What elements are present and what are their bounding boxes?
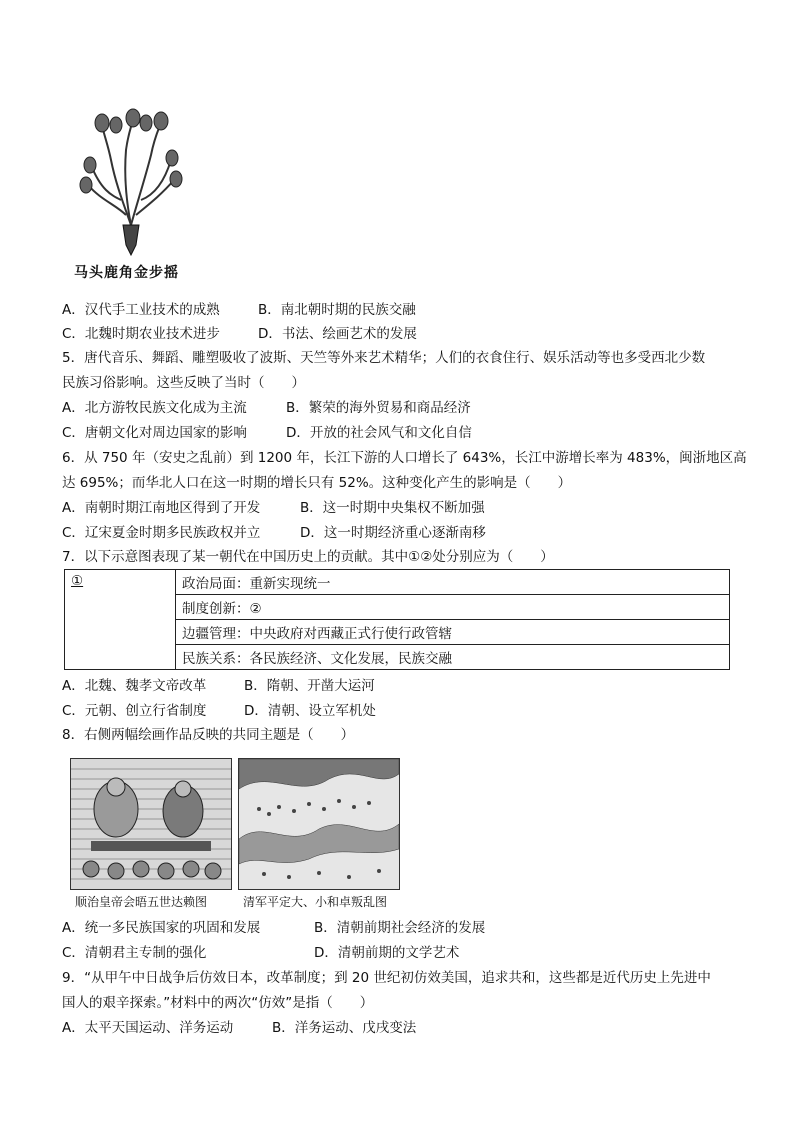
q5-option-c[interactable]: C．唐朝文化对周边国家的影响 xyxy=(62,425,247,441)
q5-option-b[interactable]: B．繁荣的海外贸易和商品经济 xyxy=(286,400,471,416)
painting-image xyxy=(239,759,399,889)
q6-stem-line2: 达 695%；而华北人口在这一时期的增长只有 52%。这种变化产生的影响是（ ） xyxy=(62,475,572,491)
q5-stem-line1: 5．唐代音乐、舞蹈、雕塑吸收了波斯、天竺等外来艺术精华；人们的衣食住行、娱乐活动等也多受西北少数 xyxy=(62,350,706,366)
painting-shunzhi-dalai xyxy=(70,758,232,890)
q5-option-row-2 xyxy=(62,424,472,442)
q6-option-d[interactable]: D．这一时期经济重心逐渐南移 xyxy=(300,525,486,541)
q7-option-d[interactable]: D．清朝、设立军机处 xyxy=(244,703,376,719)
table-row xyxy=(65,570,730,595)
q6-option-row-2 xyxy=(62,524,486,542)
q4-option-row-1 xyxy=(62,301,416,319)
q4-option-b[interactable]: B．南北朝时期的民族交融 xyxy=(258,302,416,318)
q4-option-a[interactable]: A．汉代手工业技术的成熟 xyxy=(62,302,220,318)
q7-table xyxy=(64,569,730,670)
q8-option-c[interactable]: C．清朝君主专制的强化 xyxy=(62,945,207,961)
q9-option-a[interactable]: A．太平天国运动、洋务运动 xyxy=(62,1020,234,1036)
q8-option-d[interactable]: D．清朝前期的文学艺术 xyxy=(314,945,460,961)
q9-stem-line1: 9．“从甲午中日战争后仿效日本，改革制度；到 20 世纪初仿效美国，追求共和，这些都是近代历史上先进中 xyxy=(62,970,711,986)
q5-stem-line2: 民族习俗影响。这些反映了当时（ ） xyxy=(62,375,305,391)
image-caption: 马头鹿角金步摇 xyxy=(74,265,179,281)
headdress-illustration xyxy=(76,105,186,257)
q5-option-d[interactable]: D．开放的社会风气和文化自信 xyxy=(286,425,472,441)
q7-option-row-1 xyxy=(62,677,375,695)
q7-option-c[interactable]: C．元朝、创立行省制度 xyxy=(62,703,207,719)
painting1-caption: 顺治皇帝会晤五世达赖图 xyxy=(75,895,208,909)
table-cell: 民族关系：各民族经济、文化发展，民族交融 xyxy=(176,645,730,670)
q6-option-c[interactable]: C．辽宋夏金时期多民族政权并立 xyxy=(62,525,261,541)
painting-image xyxy=(71,759,231,889)
q7-option-b[interactable]: B．隋朝、开凿大运河 xyxy=(244,678,375,694)
q6-option-a[interactable]: A．南朝时期江南地区得到了开发 xyxy=(62,500,261,516)
painting2-caption: 清军平定大、小和卓叛乱图 xyxy=(243,895,388,909)
q6-option-row-1 xyxy=(62,499,485,517)
q8-option-a[interactable]: A．统一多民族国家的巩固和发展 xyxy=(62,920,261,936)
q7-option-a[interactable]: A．北魏、魏孝文帝改革 xyxy=(62,678,207,694)
q5-option-a[interactable]: A．北方游牧民族文化成为主流 xyxy=(62,400,247,416)
q8-option-row-2 xyxy=(62,944,460,962)
q4-option-c[interactable]: C．北魏时期农业技术进步 xyxy=(62,326,220,342)
q6-stem-line1: 6．从 750 年（安史之乱前）到 1200 年，长江下游的人口增长了 643%，长江中游增长率为 483%，闽浙地区高 xyxy=(62,450,747,466)
table-cell: 政治局面：重新实现统一 xyxy=(176,570,730,595)
q6-option-b[interactable]: B．这一时期中央集权不断加强 xyxy=(300,500,485,516)
table-cell: 制度创新：② xyxy=(176,595,730,620)
q9-option-row-1 xyxy=(62,1019,417,1037)
q7-option-row-2 xyxy=(62,702,376,720)
gold-buyao-image xyxy=(76,105,186,257)
q4-option-d[interactable]: D．书法、绘画艺术的发展 xyxy=(258,326,417,342)
q4-option-row-2 xyxy=(62,325,417,343)
table-cell: 边疆管理：中央政府对西藏正式行使行政管辖 xyxy=(176,620,730,645)
q9-stem-line2: 国人的艰辛探索。”材料中的两次“仿效”是指（ ） xyxy=(62,995,374,1011)
q8-option-row-1 xyxy=(62,919,486,937)
q5-option-row-1 xyxy=(62,399,471,417)
painting-qing-army xyxy=(238,758,400,890)
q7-stem: 7．以下示意图表现了某一朝代在中国历史上的贡献。其中①②处分别应为（ ） xyxy=(62,549,554,565)
q9-option-b[interactable]: B．洋务运动、戊戌变法 xyxy=(272,1020,417,1036)
q8-option-b[interactable]: B．清朝前期社会经济的发展 xyxy=(314,920,486,936)
q8-stem: 8．右侧两幅绘画作品反映的共同主题是（ ） xyxy=(62,727,355,743)
table-label-cell: ① xyxy=(65,570,176,670)
